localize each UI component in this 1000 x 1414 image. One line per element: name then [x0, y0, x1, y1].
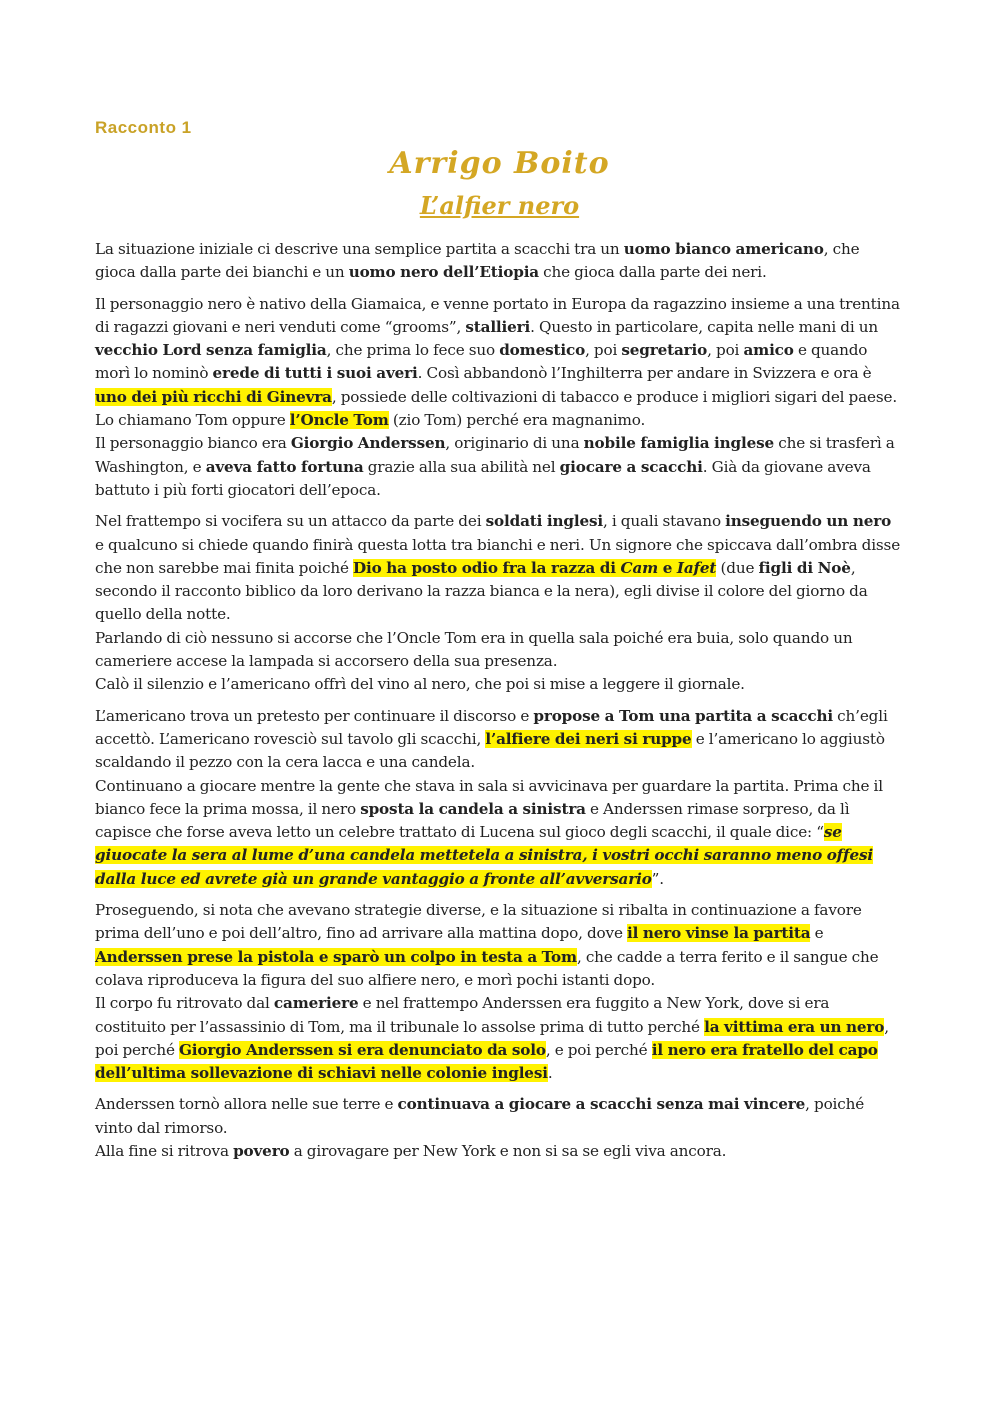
text: Calò il silenzio e l’americano offrì del vino al nero, che poi si mise a leggere il giornale. [95, 675, 745, 694]
text: Il corpo fu ritrovato dal [95, 994, 274, 1013]
text: Parlando di ciò nessuno si accorse che l’Oncle Tom era in quella sala poiché era buia, solo quando un cameriere accese la lampada si accorsero della sua presenza. [95, 628, 853, 671]
bold-text: figli di Noè [758, 558, 851, 577]
paragraph-1 [95, 238, 904, 285]
text: . Così abbandonò l’Inghilterra per andare in Svizzera e ora è [417, 364, 872, 383]
highlighted-text: l’alfiere dei neri si ruppe [485, 729, 692, 748]
text: Proseguendo, si nota che avevano strategie diverse, e la situazione si ribalta in continuazione a favore prima dell’uno e poi dell’altro, fino ad arrivare alla mattina dopo, dove [95, 901, 862, 943]
highlighted-text: uno dei più ricchi di Ginevra [95, 387, 332, 406]
bold-text: sposta la candela a sinistra [360, 799, 586, 818]
highlighted-text: la vittima era un nero [704, 1017, 885, 1036]
paragraph-5 [95, 899, 904, 1085]
text: ”. [651, 869, 664, 888]
text: , che cadde a terra ferito e il sangue che colava riproduceva la figura del suo alfiere nero, e morì pochi istanti dopo. [95, 947, 879, 989]
bold-text: Giorgio Anderssen [290, 434, 446, 453]
text: e [658, 558, 677, 577]
text: . [547, 1064, 553, 1083]
text: Alla fine si ritrova [95, 1141, 234, 1160]
text: e l’americano lo aggiustò scaldando il pezzo con la cera lacca e una candela. [95, 729, 885, 772]
paragraph-2 [95, 293, 904, 503]
paragraph-3 [95, 510, 904, 696]
highlighted-text: l’Oncle Tom [289, 411, 389, 430]
text: e quando morì lo nominò [95, 341, 868, 383]
text: Continuano a giocare mentre la gente che stava in sala si avvicinava per guardare la partita. Prima che il bianco fece la prima mossa, il nero [95, 776, 883, 818]
text: e nel frattempo Anderssen era fuggito a New York, dove si era costituito per l’assassinio di Tom, ma il tribunale lo assolse prima di tutto perché [95, 994, 830, 1036]
bold-text: nobile famiglia inglese [583, 434, 775, 453]
bold-text: soldati inglesi [485, 512, 604, 531]
story-title: L’alfier nero [419, 191, 580, 220]
text: che gioca dalla parte dei neri. [539, 263, 767, 282]
text: (zio Tom) perché era magnanimo. [388, 411, 646, 430]
text: (due [716, 558, 759, 577]
text: che si trasferì a Washington, e [95, 434, 895, 476]
bold-text: giocare a scacchi [559, 457, 703, 476]
text: , che prima lo fece suo [326, 341, 500, 360]
bold-text: povero [233, 1141, 290, 1160]
bold-text: aveva fatto fortuna [205, 457, 364, 476]
text: Il personaggio bianco era [95, 434, 291, 453]
author-name: Arrigo Boito [389, 146, 610, 181]
bold-text: propose a Tom una partita a scacchi [533, 706, 833, 725]
text: Nel frattempo si vocifera su un attacco da parte dei [95, 512, 486, 531]
bold-text: uomo nero dell’Etiopia [348, 263, 539, 282]
text: , poiché vinto dal rimorso. [95, 1095, 865, 1137]
text: e Anderssen rimase sorpreso, da lì capisce che forse aveva letto un celebre trattato di Lucena sul gioco degli scacchi, il quale dice: “ [95, 799, 850, 842]
highlighted-text: il nero vinse la partita [626, 924, 811, 943]
highlighted-text [353, 559, 716, 577]
text: grazie alla sua abilità nel [363, 457, 560, 476]
bold-text: amico [743, 341, 794, 360]
story-label: Racconto 1 [95, 118, 192, 137]
paragraph-6 [95, 1093, 904, 1163]
text: ch’egli accettò. L’americano rovesciò sul tavolo gli scacchi, [95, 706, 888, 748]
text: Dio ha posto odio fra la razza di [352, 558, 621, 577]
summary-body [95, 238, 904, 1163]
text: La situazione iniziale ci descrive una semplice partita a scacchi tra un [95, 240, 624, 258]
bold-text: stallieri [465, 317, 531, 336]
text: e qualcuno si chiede quando finirà questa lotta tra bianchi e neri. Un signore che spiccava dall’ombra disse che non sarebbe mai finita poiché [95, 535, 901, 577]
highlighted-text: il nero era fratello del capo dell’ultima sollevazione di schiavi nelle colonie inglesi [95, 1040, 878, 1083]
bold-text: segretario [621, 341, 708, 360]
bold-text: vecchio Lord senza famiglia [95, 341, 327, 360]
bold-text: domestico [499, 341, 586, 360]
text: . Questo in particolare, capita nelle mani di un [530, 317, 878, 336]
bold-text: inseguendo un nero [725, 512, 892, 531]
text: Anderssen tornò allora nelle sue terre e [95, 1095, 398, 1114]
text: e [810, 924, 824, 943]
text: , poi perché [95, 1017, 889, 1059]
bold-text: uomo bianco americano [623, 240, 824, 258]
bold-text: erede di tutti i suoi averi [212, 364, 418, 383]
bold-text: continuava a giocare a scacchi senza mai vincere [397, 1095, 806, 1114]
italic-text: Iafet [676, 558, 717, 577]
text: , e poi perché [545, 1040, 652, 1059]
text: , possiede delle coltivazioni di tabacco e produce i migliori sigari del paese. Lo chiamano Tom oppure [95, 387, 898, 430]
text: , i quali stavano [603, 512, 726, 531]
bold-text: cameriere [273, 994, 359, 1013]
text: , poi [707, 341, 744, 360]
text: . Già da giovane aveva battuto i più forti giocatori dell’epoca. [95, 457, 871, 499]
text: , secondo il racconto biblico da loro derivano la razza bianca e la nera), egli divise il colore del giorno da quello della notte. [95, 558, 868, 624]
paragraph-4 [95, 705, 904, 891]
text: , originario di una [445, 434, 584, 453]
quote-text: se giuocate la sera al lume d’una candela mettetela a sinistra, i vostri occhi saranno meno offesi dalla luce ed avrete già un grande vantaggio a fronte all’avversario [95, 823, 873, 888]
text: , poi [585, 341, 622, 360]
italic-text: Cam [620, 558, 659, 577]
text: a girovagare per New York e non si sa se egli viva ancora. [289, 1141, 727, 1160]
text: Il personaggio nero è nativo della Giamaica, e venne portato in Europa da ragazzino insieme a una trentina di ragazzi giovani e neri venduti come “grooms”, [95, 294, 900, 336]
highlighted-text: Giorgio Anderssen si era denunciato da solo [178, 1040, 546, 1059]
text: L’americano trova un pretesto per continuare il discorso e [95, 706, 534, 725]
highlighted-text: Anderssen prese la pistola e sparò un colpo in testa a Tom [95, 947, 577, 966]
text: , che gioca dalla parte dei bianchi e un [95, 240, 860, 282]
